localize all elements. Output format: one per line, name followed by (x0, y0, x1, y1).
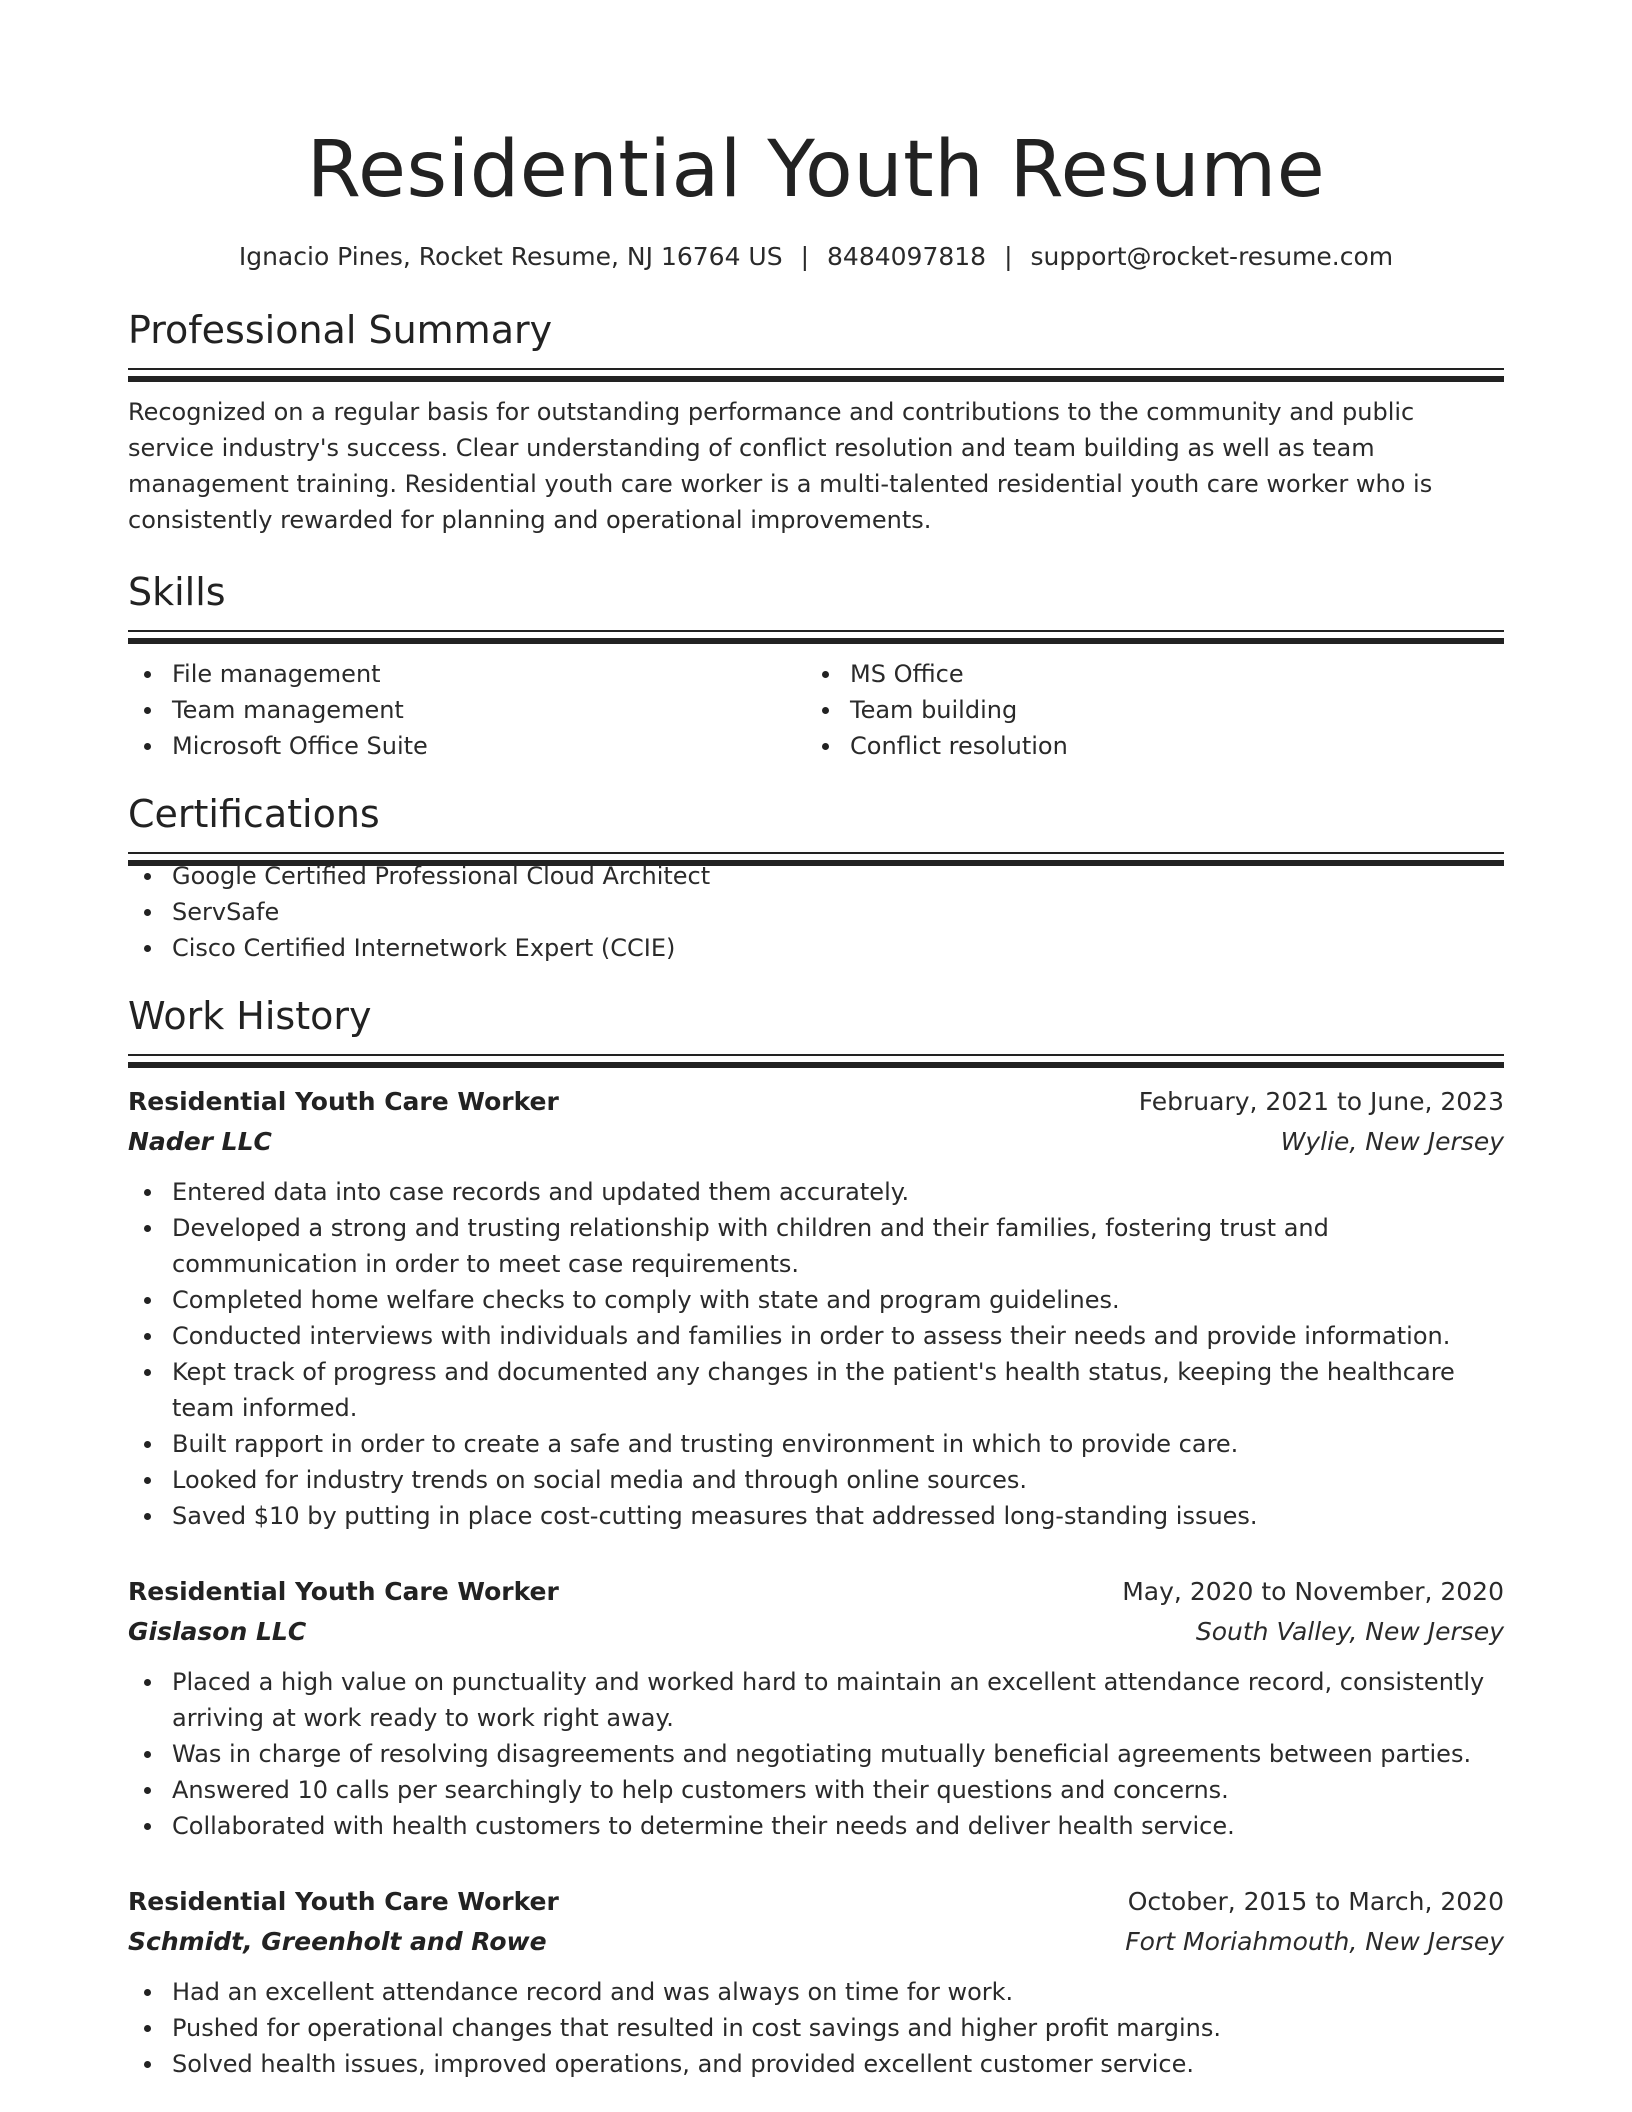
job-company: Schmidt, Greenholt and Rowe (128, 1927, 547, 1956)
job-duty: Completed home welfare checks to comply with state and program guidelines. (128, 1282, 1504, 1318)
job-location: Fort Moriahmouth, New Jersey (1125, 1927, 1504, 1956)
skill-item: File management (128, 656, 806, 692)
section-divider (128, 630, 1504, 636)
certifications-list (128, 858, 1504, 966)
job-duty: Had an excellent attendance record and was always on time for work. (128, 1974, 1504, 2010)
contact-separator: | (800, 242, 810, 271)
work-history-section (128, 992, 1504, 2082)
job-duty: Kept track of progress and documented any changes in the patient's health status, keeping the healthcare team informed. (128, 1354, 1504, 1426)
job-duty: Was in charge of resolving disagreements and negotiating mutually beneficial agreements between parties. (128, 1736, 1504, 1772)
job-location: Wylie, New Jersey (1280, 1127, 1504, 1156)
job-company: Gislason LLC (128, 1617, 307, 1646)
job-location: South Valley, New Jersey (1195, 1617, 1504, 1646)
summary-text: Recognized on a regular basis for outstanding performance and contributions to the community and public service industry's success. Clear understanding of conflict resolution and team building as well as team management training. Residential youth care worker is a multi-talented residential youth care worker who is consistently rewarded for planning and operational improvements. (128, 398, 1433, 534)
certifications-heading: Certifications (128, 792, 380, 836)
summary-heading: Professional Summary (128, 308, 553, 352)
job-title: Residential Youth Care Worker (128, 1577, 559, 1606)
resume-page (128, 0, 1504, 2082)
job-duty: Entered data into case records and updated them accurately. (128, 1174, 1504, 1210)
job-duty: Placed a high value on punctuality and worked hard to maintain an excellent attendance record, consistently arriving at work ready to work right away. (128, 1664, 1504, 1736)
job-duty: Developed a strong and trusting relationship with children and their families, fostering trust and communication in order to meet case requirements. (128, 1210, 1504, 1282)
contact-address: Ignacio Pines, Rocket Resume, NJ 16764 US (238, 242, 783, 271)
job-company: Nader LLC (128, 1127, 272, 1156)
skills-grid (128, 656, 1504, 764)
skill-item: MS Office (806, 656, 1484, 692)
job-entry (128, 1082, 1504, 1534)
skills-section (128, 568, 1504, 764)
job-title: Residential Youth Care Worker (128, 1887, 559, 1916)
section-divider (128, 368, 1504, 374)
job-duty: Saved $10 by putting in place cost-cutting measures that addressed long-standing issues. (128, 1498, 1504, 1534)
job-duties (128, 1664, 1504, 1844)
job-duties (128, 1174, 1504, 1534)
section-divider (128, 1054, 1504, 1060)
skills-heading: Skills (128, 570, 226, 614)
skills-column-left (128, 656, 806, 764)
job-dates: February, 2021 to June, 2023 (1138, 1087, 1504, 1116)
job-duty: Answered 10 calls per searchingly to help customers with their questions and concerns. (128, 1772, 1504, 1808)
job-entry (128, 1572, 1504, 1844)
resume-title: Residential Youth Resume (306, 125, 1326, 215)
job-entry (128, 1882, 1504, 2082)
job-duty: Solved health issues, improved operations, and provided excellent customer service. (128, 2046, 1504, 2082)
certification-item: Google Certified Professional Cloud Architect (128, 858, 1504, 894)
job-duty: Looked for industry trends on social media and through online sources. (128, 1462, 1504, 1498)
job-dates: May, 2020 to November, 2020 (1122, 1577, 1504, 1606)
certification-item: ServSafe (128, 894, 1504, 930)
skill-item: Team management (128, 692, 806, 728)
certification-item: Cisco Certified Internetwork Expert (CCIE) (128, 930, 1504, 966)
contact-line (128, 240, 1504, 274)
certifications-section (128, 790, 1504, 966)
job-duty: Conducted interviews with individuals and families in order to assess their needs and provide information. (128, 1318, 1504, 1354)
work-history-heading: Work History (128, 994, 372, 1038)
skill-item: Team building (806, 692, 1484, 728)
job-duties (128, 1974, 1504, 2082)
job-duty: Pushed for operational changes that resulted in cost savings and higher profit margins. (128, 2010, 1504, 2046)
skills-column-right (806, 656, 1484, 764)
contact-email[interactable]: support@rocket-resume.com (1030, 242, 1394, 271)
contact-phone: 8484097818 (827, 242, 987, 271)
job-duty: Collaborated with health customers to determine their needs and deliver health service. (128, 1808, 1504, 1844)
contact-separator: | (1004, 242, 1013, 271)
summary-section (128, 306, 1504, 538)
skill-item: Conflict resolution (806, 728, 1484, 764)
job-dates: October, 2015 to March, 2020 (1127, 1887, 1504, 1916)
job-duty: Built rapport in order to create a safe and trusting environment in which to provide care. (128, 1426, 1504, 1462)
skill-item: Microsoft Office Suite (128, 728, 806, 764)
job-title: Residential Youth Care Worker (128, 1087, 559, 1116)
